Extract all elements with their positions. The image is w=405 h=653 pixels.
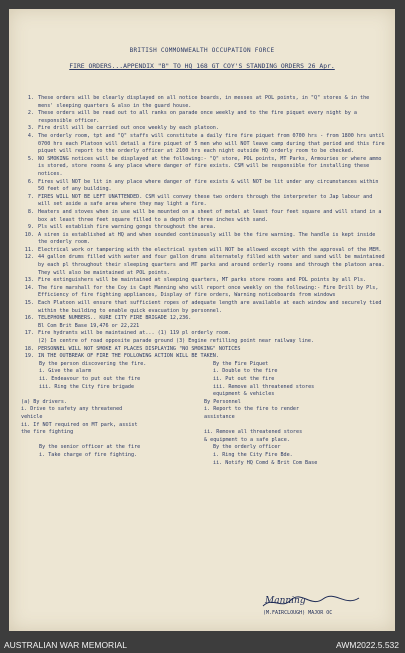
order-item (21, 125, 387, 133)
order-text: Pls will establish fire warning gongs throughout the area. (38, 224, 216, 231)
document-title (9, 62, 395, 70)
order-item (21, 353, 387, 361)
order-text: 44 gallon drums filled with water and four gallon drums alternately filled with water and sand will be maintained by each pl throughout their sleeping quarters and MT parks and around orderly rooms and through the platoon area. They will also be maintained at POL points. (38, 254, 385, 276)
order-item (21, 194, 387, 209)
order-item (21, 110, 387, 125)
orders-list (21, 95, 387, 361)
document-sheet (9, 9, 395, 631)
order-text: Each Platoon will ensure that sufficient ropes of adequate length are available at each window and securely tied within the building to enable quick evacuation by personnel. (38, 300, 382, 314)
order-number: 11. (24, 246, 34, 253)
signature-block (259, 594, 377, 620)
order-item (21, 232, 387, 247)
order-item (21, 346, 387, 354)
order-item (21, 179, 387, 194)
signatory-name (263, 610, 332, 616)
action-personnel: By Personnel i. Report to the fire to render assistance ii. Remove all threatened stores & equipment to a safe place. (204, 398, 303, 443)
order-item (21, 224, 387, 232)
order-item (21, 330, 387, 345)
order-text: The orderly room, tpt and "Q" staffs will constitute a daily fire fire piquet from 0700 hrs - from 1800 hrs until 0700 hrs each Platoon will detail a fire piquet of 5 men who will NOT leave camp during that period and this fire piquet will report to the orderly officer at 2100 hrs each night outside HQ orderly room to be checked. (38, 132, 385, 155)
order-item (21, 315, 387, 330)
order-number: 15. (24, 300, 34, 307)
order-item (21, 254, 387, 277)
footer-accession-number: AWM2022.5.532 (336, 640, 399, 650)
museum-footer (0, 633, 405, 653)
signatory-role: OC (326, 610, 333, 616)
order-number: 7. (27, 193, 34, 200)
order-number: 14. (24, 284, 34, 291)
order-number: 12. (24, 254, 34, 261)
order-item (21, 133, 387, 156)
order-number: 5. (27, 155, 34, 162)
order-number: 10. (24, 231, 34, 238)
order-number: 4. (27, 132, 34, 139)
order-number: 19. (24, 353, 34, 360)
order-item (21, 156, 387, 179)
order-number: 18. (24, 345, 34, 352)
org-heading: BRITISH COMMONWEALTH OCCUPATION FORCE (129, 47, 275, 54)
title-date: 26 Apr. (307, 62, 335, 70)
order-text: Heaters and stoves when in use will be mounted on a sheet of metal at least four feet square and will stand in a box at least three feet square filled to a depth of three inches with sand. (38, 208, 382, 223)
action-discoverer: By the person discovering the fire. i. Give the alarm ii. Endeavour to put out the fire iii. Ring the City fire brigade (39, 360, 147, 390)
order-item (21, 300, 387, 315)
footer-institution: AUSTRALIAN WAR MEMORIAL (4, 640, 127, 650)
title-text: FIRE ORDERS...APPENDIX "B" TO HQ 168 GT COY'S STANDING ORDERS (69, 62, 304, 70)
order-number: 6. (27, 178, 34, 185)
order-text: Fire drill will be carried out once weekly by each platoon. (38, 125, 219, 132)
order-text: TELEPHONE NUMBERS.. KURE CITY FIRE BRIGADE 12,236. Bl Com Brit Base 19,476 or 22,221 (38, 315, 192, 329)
order-number: 8. (27, 208, 34, 215)
action-drivers: (a) By drivers. i. Drive to safety any threatened vehicle ii. If NOT required on MT park, assist the fire fighting (21, 398, 138, 436)
action-senior-officer: By the senior officer at the fire i. Take charge of fire fighting. (39, 444, 141, 458)
order-number: 2. (27, 110, 34, 117)
order-text: IN THE OUTBREAK OF FIRE THE FOLLOWING ACTION WILL BE TAKEN. (38, 353, 219, 360)
order-item (21, 277, 387, 285)
orders-body (21, 95, 387, 467)
action-block-b (21, 399, 387, 445)
order-text: Fire hydrants will be maintained at... (1) 119 pl orderly room. (2) In centre of road opposite parade ground (3) Engine refilling point near railway line. (38, 330, 315, 344)
signature-text: Manning (265, 596, 306, 606)
order-number: 3. (27, 125, 34, 132)
order-item (21, 209, 387, 224)
order-number: 17. (24, 330, 34, 337)
order-number: 9. (27, 224, 34, 231)
order-number: 13. (24, 277, 34, 284)
action-fire-piquet: By the Fire Piquet i. Double to the fire ii. Put out the fire iii. Remove all threatened stores equipment & vehicles (213, 360, 315, 398)
action-block-c (21, 444, 387, 467)
action-orderly-officer: By the orderly officer i. Ring the City Fire Bde. ii. Notify HQ Comd & Brit Com Base (213, 444, 318, 466)
order-text: NO SMOKING notices will be displayed at the following:- "Q" store, POL points, MT Parks, Armouries or where ammo is stored, store rooms & any place where danger of fire exists. CSM will be responsible for installing these notices. (38, 155, 382, 177)
order-item (21, 95, 387, 110)
order-text: FIRES WILL NOT BE LEFT UNATTENDED. CSM will convey these two orders through the interpreter to Jap labour and will set aside a safe area where they may light a fire. (38, 193, 373, 208)
order-text: These orders will be clearly displayed on all notice boards, in messes at POL points, in "Q" stores & in the mens' sleeping quarters & also in the guard house. (38, 95, 370, 109)
order-text: PERSONNEL WILL NOT SMOKE AT PLACES DISPLAYING "NO SMOKING" NOTICES (38, 345, 241, 352)
signatory-rank: (M.FAIRCLOUGH) MAJOR (263, 610, 324, 616)
order-number: 16. (24, 315, 34, 322)
order-text: A siren is established at HQ and when sounded continuously will be the fire warning. The handle is kept inside the orderly room. (38, 231, 376, 246)
order-text: These orders will be read out to all ranks on parade once weekly and to the fire piquet every night by a responsible officer. (38, 110, 357, 124)
action-block-a (21, 361, 387, 399)
order-number: 1. (27, 95, 34, 101)
order-item (21, 285, 387, 300)
order-text: Fire extinguishers will be maintained at sleeping quarters, MT parks store rooms and POL points by all Pls. (38, 277, 367, 284)
order-text: Electrical work or tampering with the electrical system will NOT be allowed except with the approval of the MEM. (38, 246, 382, 253)
order-text: Fires will NOT be lit in any place where danger of fire exists & will NOT be lit under any circumstances within 50 feet of any building. (38, 178, 379, 193)
order-text: The fire marshall for the Coy is Capt Manning who will report once weekly on the following:- Fire Drill by Pls, Efficiency of fire fighting appliances, Display of fire orders, Warning noticeboards from windows (38, 284, 379, 299)
order-item (21, 247, 387, 255)
